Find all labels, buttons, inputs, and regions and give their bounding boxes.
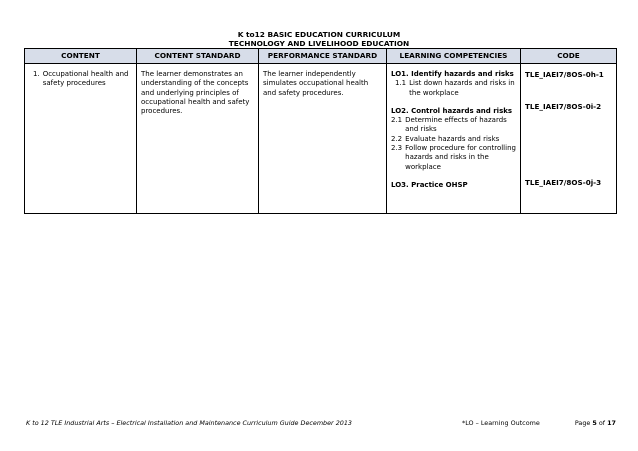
item-text: Determine effects of hazards and risks <box>405 116 507 134</box>
column-header-code: CODE <box>521 49 617 64</box>
page-total: 17 <box>607 419 616 427</box>
page-current: 5 <box>592 419 597 427</box>
lo2-title: LO2. Control hazards and risks <box>391 106 513 115</box>
item-number: 2.2 <box>391 134 403 143</box>
code-lo2: TLE_IAEI7/8OS-0i-2 <box>525 102 602 111</box>
page-prefix: Page <box>574 419 591 427</box>
list-item <box>391 79 516 98</box>
curriculum-title: K to12 BASIC EDUCATION CURRICULUM <box>237 30 401 39</box>
lo1-block <box>391 70 516 98</box>
table-header-row <box>25 49 617 64</box>
page-number <box>575 419 616 427</box>
page-of: of <box>598 419 606 427</box>
lo3-title: LO3. Practice OHSP <box>391 180 468 189</box>
list-item <box>391 135 516 144</box>
content-standard-cell <box>137 64 259 214</box>
column-header-content: CONTENT <box>25 49 137 64</box>
performance-standard-cell <box>259 64 387 214</box>
lo1-title: LO1. Identify hazards and risks <box>391 70 514 78</box>
item-number: 2.3 <box>391 144 403 153</box>
content-number: 1. <box>33 70 40 78</box>
lo3-block <box>391 181 516 190</box>
code-lo3: TLE_IAEI7/8OS-0j-3 <box>525 178 602 187</box>
column-header-learning-competencies: LEARNING COMPETENCIES <box>387 49 521 64</box>
subject-title: TECHNOLOGY AND LIVELIHOOD EDUCATION <box>228 39 410 48</box>
item-text: Follow procedure for controlling hazards and risks in the workplace <box>405 144 516 171</box>
table-row <box>25 64 617 214</box>
curriculum-table <box>24 48 617 214</box>
performance-standard-text: The learner independently simulates occupational health and safety procedures. <box>263 70 369 97</box>
item-text: Evaluate hazards and risks <box>405 134 500 143</box>
lo2-block <box>391 107 516 172</box>
item-text: List down hazards and risks in the workplace <box>409 79 515 97</box>
list-item <box>391 116 516 135</box>
content-standard-text: The learner demonstrates an understanding of the concepts and underlying principles of occupational health and safety procedures. <box>141 70 250 116</box>
column-header-performance-standard: PERFORMANCE STANDARD <box>259 49 387 64</box>
item-number: 2.1 <box>391 116 403 125</box>
code-cell <box>521 64 617 214</box>
item-number: 1.1 <box>395 79 407 88</box>
column-header-content-standard: CONTENT STANDARD <box>137 49 259 64</box>
code-lo1: TLE_IAEI7/8OS-0h-1 <box>525 70 604 79</box>
document-header <box>0 30 638 48</box>
content-cell <box>25 64 137 214</box>
footer-legend: *LO – Learning Outcome <box>462 419 540 427</box>
footer-guide-title: K to 12 TLE Industrial Arts – Electrical Installation and Maintenance Curriculum Guide December 2013 <box>26 419 352 427</box>
content-text: Occupational health and safety procedures <box>42 70 129 88</box>
list-item <box>391 144 516 172</box>
learning-competencies-cell <box>387 64 521 214</box>
